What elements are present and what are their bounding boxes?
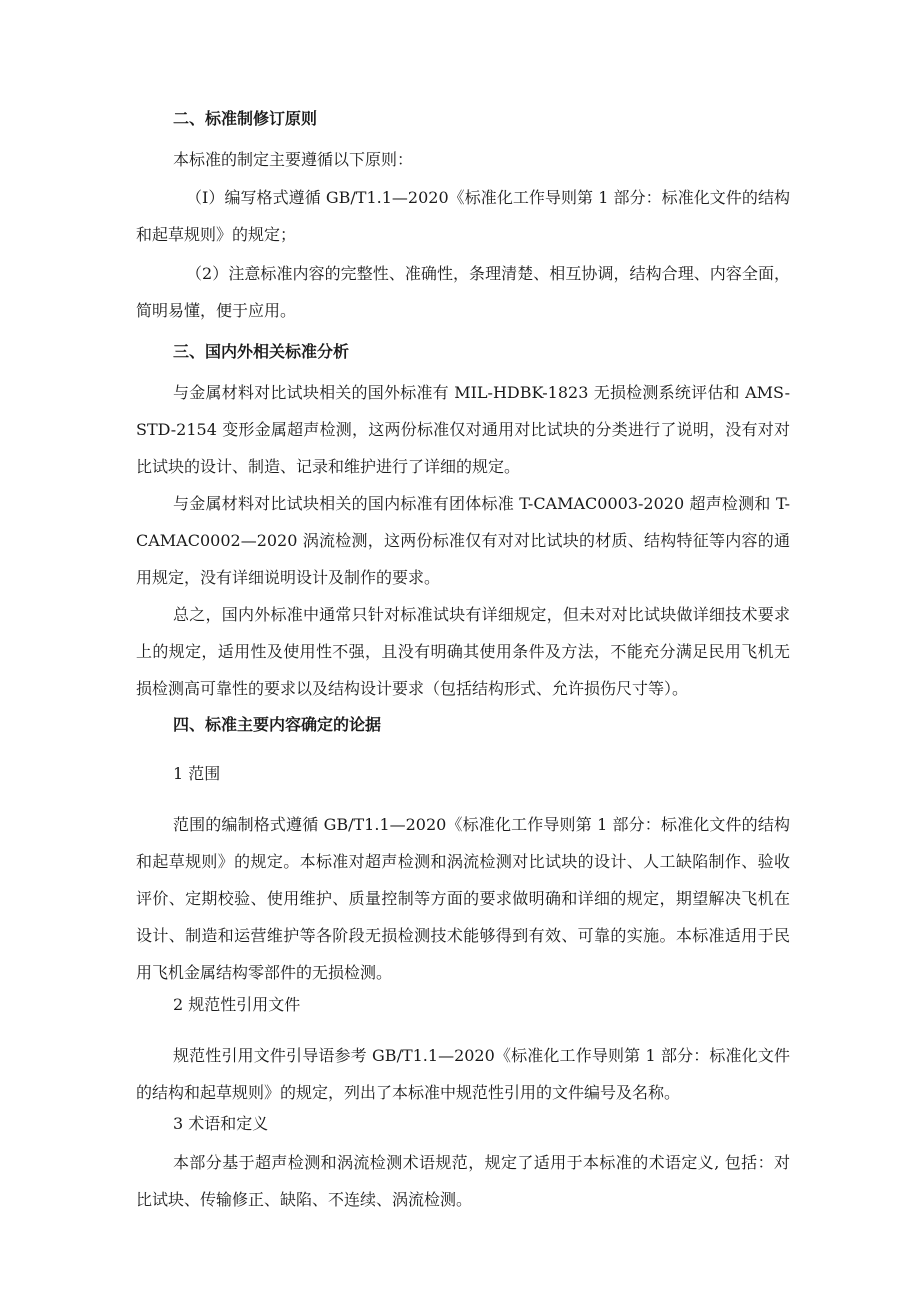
subsection-3-body: 本部分基于超声检测和涡流检测术语规范，规定了适用于本标准的术语定义, 包括：对比试块、传输修正、缺陷、不连续、涡流检测。 bbox=[136, 1153, 790, 1209]
section-4-heading: 四、标准主要内容确定的论据 bbox=[173, 715, 382, 734]
subsection-3-title: 3 术语和定义 bbox=[173, 1114, 269, 1133]
section-2-item-1: （I）编写格式遵循 GB/T1.1—2020《标准化工作导则第 1 部分：标准化文件的结构和起草规则》的规定； bbox=[136, 188, 790, 244]
section-2-intro: 本标准的制定主要遵循以下原则： bbox=[173, 150, 414, 169]
section-2-heading: 二、标准制修订原则 bbox=[173, 109, 318, 128]
section-3-paragraph-3: 总之，国内外标准中通常只针对标准试块有详细规定，但未对对比试块做详细技术要求上的规定，适用性及使用性不强，且没有明确其使用条件及方法，不能充分满足民用飞机无损检测高可靠性的要求以及结构设计要求（包括结构形式、允许损伤尺寸等）。 bbox=[136, 605, 790, 698]
section-3-paragraph-1: 与金属材料对比试块相关的国外标准有 MIL-HDBK-1823 无损检测系统评估和 AMS-STD-2154 变形金属超声检测，这两份标准仅对通用对比试块的分类进行了说明，没有对对比试块的设计、制造、记录和维护进行了详细的规定。 bbox=[136, 383, 790, 476]
subsection-2-body: 规范性引用文件引导语参考 GB/T1.1—2020《标准化工作导则第 1 部分：标准化文件的结构和起草规则》的规定，列出了本标准中规范性引用的文件编号及名称。 bbox=[136, 1046, 790, 1102]
section-3-heading: 三、国内外相关标准分析 bbox=[173, 342, 350, 361]
subsection-2-title: 2 规范性引用文件 bbox=[173, 995, 301, 1014]
subsection-1-body: 范围的编制格式遵循 GB/T1.1—2020《标准化工作导则第 1 部分：标准化文件的结构和起草规则》的规定。本标准对超声检测和涡流检测对比试块的设计、人工缺陷制作、验收评价、定期校验、使用维护、质量控制等方面的要求做明确和详细的规定，期望解决飞机在设计、制造和运营维护等各阶段无损检测技术能够得到有效、可靠的实施。本标准适用于民用飞机金属结构零部件的无损检测。 bbox=[136, 815, 790, 982]
section-2-item-2: （2）注意标准内容的完整性、准确性，条理清楚、相互协调，结构合理、内容全面，简明易懂，便于应用。 bbox=[136, 264, 790, 320]
section-3-paragraph-2: 与金属材料对比试块相关的国内标准有团体标准 T-CAMAC0003-2020 超声检测和 T-CAMAC0002—2020 涡流检测，这两份标准仅有对对比试块的材质、结构特征等内容的通用规定，没有详细说明设计及制作的要求。 bbox=[136, 494, 790, 587]
subsection-1-title: 1 范围 bbox=[173, 764, 221, 783]
